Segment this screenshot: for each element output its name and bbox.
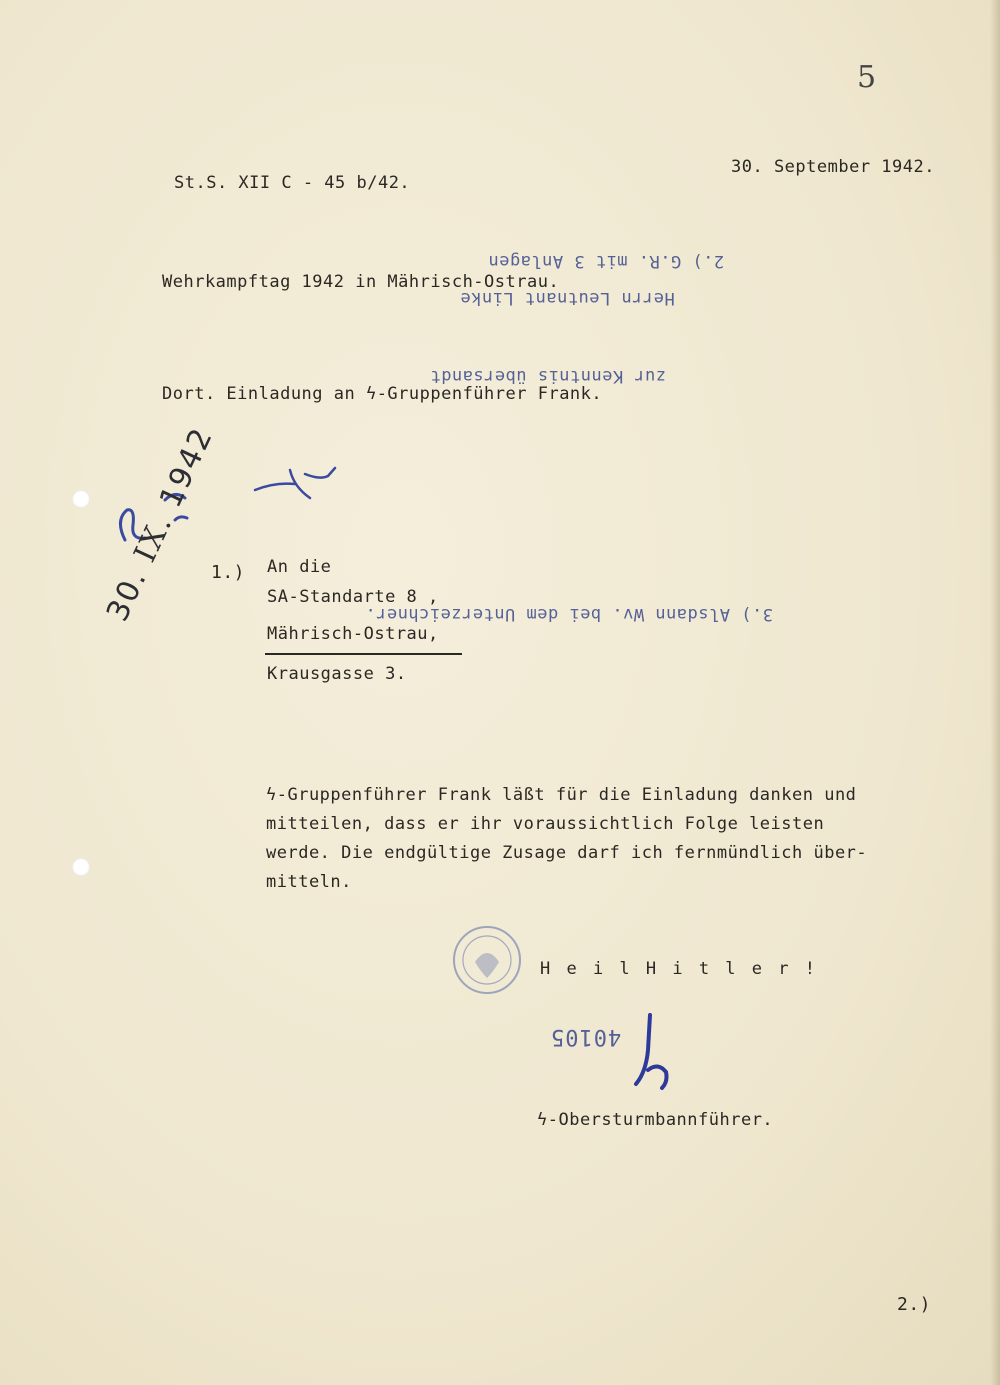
punch-hole-lower	[72, 858, 90, 876]
body-line-3: werde. Die endgültige Zusage darf ich fernmündlich über-	[266, 843, 868, 863]
stamped-note-2-line-3: zur Kenntnis übersandt	[430, 366, 667, 386]
stamped-note-2-line-1: 2.) G.R. mit 3 Anlagen	[488, 251, 725, 271]
reference-number: St.S. XII C - 45 b/42.	[174, 173, 411, 193]
stamped-note-3: 3.) Alsdann Wv. bei dem Unterzeichner.	[365, 604, 773, 624]
continuation-marker: 2.)	[897, 1294, 932, 1315]
body-line-2: mitteilen, dass er ihr voraussichtlich Folge leisten	[266, 814, 825, 834]
document-date: 30. September 1942.	[731, 157, 935, 177]
received-stamp-year: 1942	[153, 421, 221, 513]
stamp-number: 40105	[550, 1024, 622, 1049]
recipient-item-number: 1.)	[211, 562, 246, 583]
recipient-line-1: An die	[267, 557, 332, 577]
received-stamp-day: 30.	[100, 563, 155, 627]
page-edge-shadow	[990, 0, 1000, 1385]
signatory-rank: ϟ-Obersturmbannführer.	[537, 1110, 774, 1130]
body-line-4: mitteln.	[266, 872, 352, 892]
handwritten-signature	[622, 1010, 677, 1095]
office-seal-stamp	[447, 922, 527, 997]
recipient-line-4: Krausgasse 3.	[267, 664, 407, 684]
subject-line: Wehrkampftag 1942 in Mährisch-Ostrau.	[162, 272, 560, 292]
handwritten-initials-top	[250, 462, 340, 507]
stamped-note-2-line-2: Herrn Leutnant Linke	[460, 288, 675, 308]
page-number: 5	[857, 60, 877, 95]
received-stamp-month: IX.	[127, 508, 180, 568]
reference-line: Dort. Einladung an ϟ-Gruppenführer Frank.	[162, 384, 603, 404]
closing-greeting: H e i l H i t l e r !	[540, 959, 818, 979]
recipient-underline	[265, 653, 462, 655]
recipient-line-2: SA-Standarte 8 ,	[267, 587, 439, 607]
body-line-1: ϟ-Gruppenführer Frank läßt für die Einladung danken und	[266, 785, 857, 805]
recipient-line-3: Mährisch-Ostrau,	[267, 624, 439, 644]
punch-hole-upper	[72, 490, 90, 508]
